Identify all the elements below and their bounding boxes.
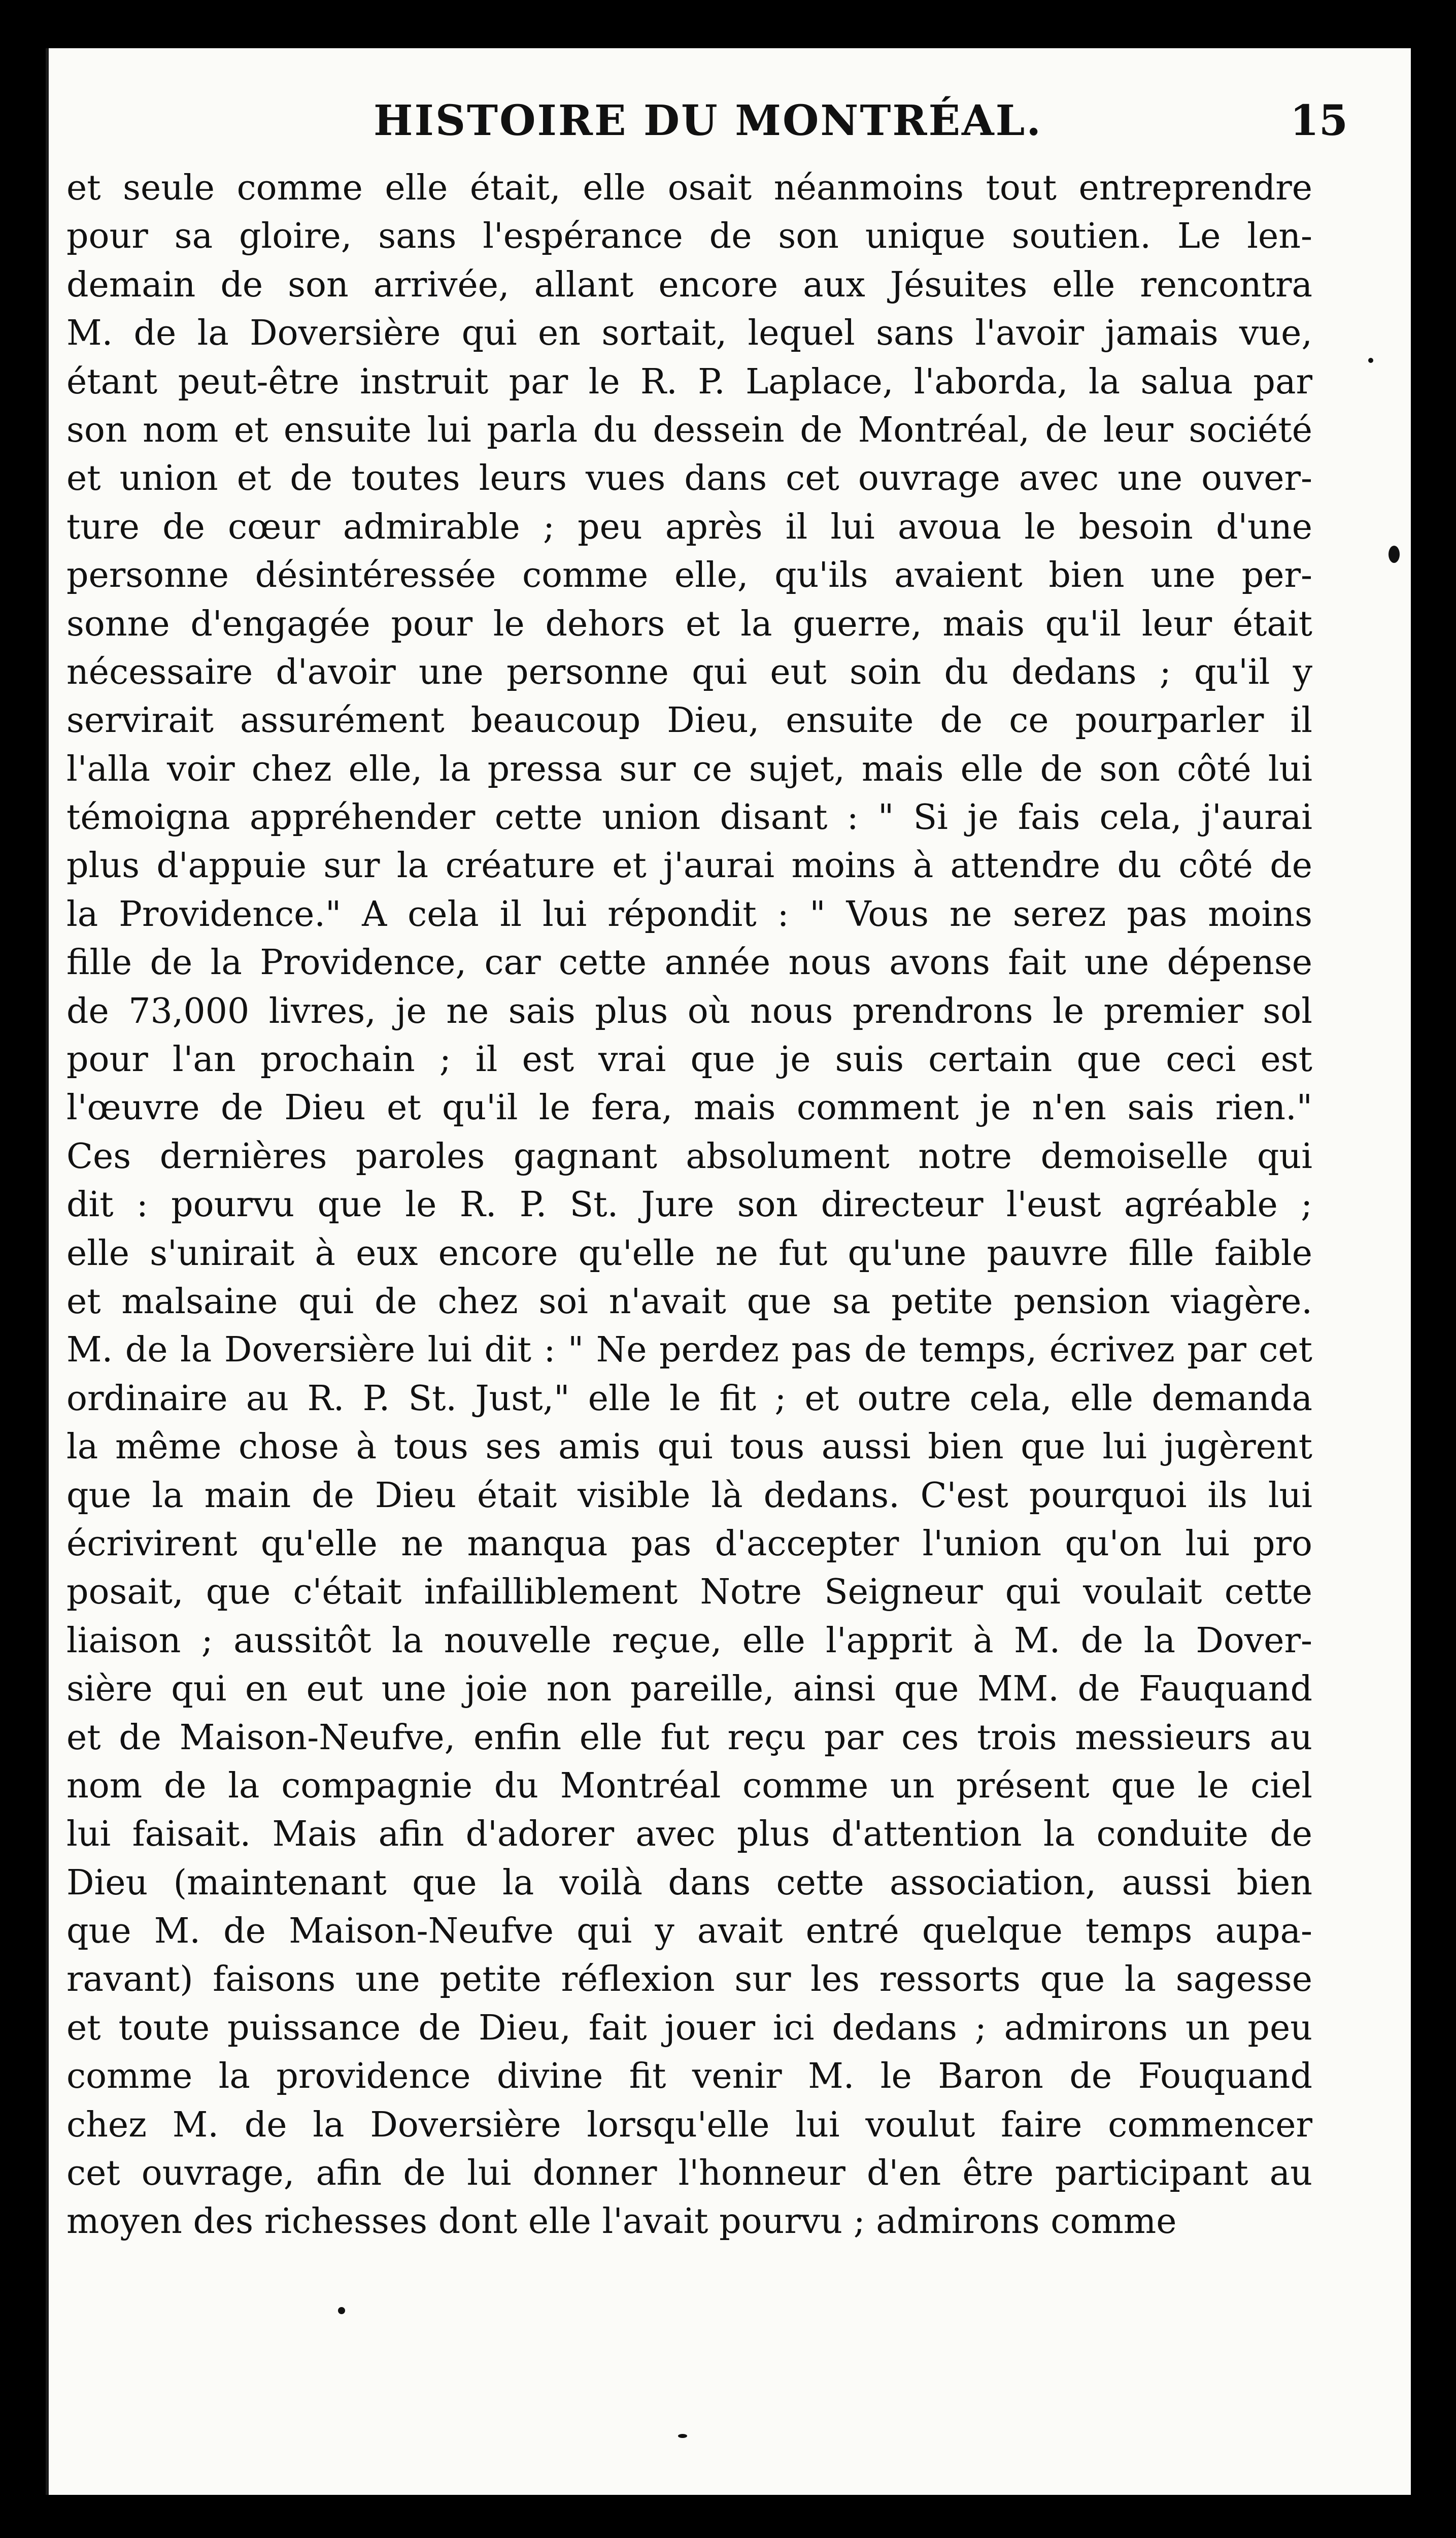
text-line: la Providence." A cela il lui répondit : " Vous ne serez pas moins: [66, 894, 1312, 934]
text-line: ordinaire au R. P. St. Just," elle le fit ; et outre cela, elle demanda: [66, 1378, 1312, 1419]
text-line: de 73,000 livres, je ne sais plus où nous prendrons le premier sol: [66, 991, 1312, 1031]
text-line: plus d'appuie sur la créature et j'aurai moins à attendre du côté de: [66, 846, 1312, 886]
text-line: sonne d'engagée pour le dehors et la guerre, mais qu'il leur était: [66, 604, 1312, 644]
ink-speck: [1368, 358, 1373, 363]
text-line: sière qui en eut une joie non pareille, ainsi que MM. de Fauquand: [66, 1669, 1312, 1710]
text-line: chez M. de la Doversière lorsqu'elle lui voulut faire commencer: [66, 2105, 1312, 2145]
text-line: et toute puissance de Dieu, fait jouer ici dedans ; admirons un peu: [66, 2008, 1312, 2048]
book-page: [46, 48, 1411, 2495]
running-title: HISTOIRE DU MONTRÉAL.: [374, 96, 1042, 145]
body-text: [66, 164, 1312, 2246]
text-line: ture de cœur admirable ; peu après il lui avoua le besoin d'une: [66, 507, 1312, 547]
text-line: ravant) faisons une petite réflexion sur les ressorts que la sagesse: [66, 1959, 1312, 2000]
text-line: demain de son arrivée, allant encore aux Jésuites elle rencontra: [66, 264, 1312, 305]
text-line: elle s'unirait à eux encore qu'elle ne fut qu'une pauvre fille faible: [66, 1233, 1312, 1274]
text-line: que M. de Maison-Neufve qui y avait entré quelque temps aupa-: [66, 1911, 1312, 1952]
text-line: personne désintéressée comme elle, qu'ils avaient bien une per-: [66, 555, 1312, 596]
text-line: et de Maison-Neufve, enfin elle fut reçu par ces trois messieurs au: [66, 1717, 1312, 1758]
text-line: et seule comme elle était, elle osait néanmoins tout entreprendre: [66, 168, 1312, 208]
text-line: pour sa gloire, sans l'espérance de son unique soutien. Le len-: [66, 216, 1312, 257]
text-line: dit : pourvu que le R. P. St. Jure son directeur l'eust agréable ;: [66, 1185, 1312, 1225]
text-line: comme la providence divine fit venir M. le Baron de Fouquand: [66, 2056, 1312, 2097]
text-line: liaison ; aussitôt la nouvelle reçue, elle l'apprit à M. de la Dover-: [66, 1620, 1312, 1661]
text-line: l'alla voir chez elle, la pressa sur ce sujet, mais elle de son côté lui: [66, 749, 1312, 789]
ink-speck: [678, 2434, 687, 2438]
text-line: cet ouvrage, afin de lui donner l'honneur d'en être participant au: [66, 2153, 1312, 2194]
text-line: l'œuvre de Dieu et qu'il le fera, mais comment je n'en sais rien.": [66, 1088, 1312, 1128]
text-line: pour l'an prochain ; il est vrai que je suis certain que ceci est: [66, 1040, 1312, 1080]
text-line: lui faisait. Mais afin d'adorer avec plus d'attention la conduite de: [66, 1814, 1312, 1855]
ink-speck: [338, 2307, 345, 2314]
text-line: moyen des richesses dont elle l'avait pourvu ; admirons comme: [66, 2201, 1177, 2242]
text-line: posait, que c'était infailliblement Notre Seigneur qui voulait cette: [66, 1572, 1312, 1613]
page-header: [49, 96, 1414, 168]
text-line: la même chose à tous ses amis qui tous aussi bien que lui jugèrent: [66, 1427, 1312, 1467]
text-line: nécessaire d'avoir une personne qui eut soin du dedans ; qu'il y: [66, 652, 1312, 692]
text-line: Ces dernières paroles gagnant absolument notre demoiselle qui: [66, 1136, 1312, 1177]
text-line: M. de la Doversière lui dit : " Ne perdez pas de temps, écrivez par cet: [66, 1330, 1312, 1371]
text-line: fille de la Providence, car cette année nous avons fait une dépense: [66, 943, 1312, 983]
text-line: écrivirent qu'elle ne manqua pas d'accepter l'union qu'on lui pro: [66, 1523, 1312, 1564]
text-line: témoigna appréhender cette union disant : " Si je fais cela, j'aurai: [66, 797, 1312, 838]
text-line: Dieu (maintenant que la voilà dans cette association, aussi bien: [66, 1862, 1312, 1903]
page-number: 15: [1290, 96, 1348, 145]
ink-speck: [1389, 546, 1400, 563]
text-line: étant peut-être instruit par le R. P. Laplace, l'aborda, la salua par: [66, 361, 1312, 402]
text-line: son nom et ensuite lui parla du dessein de Montréal, de leur société: [66, 410, 1312, 450]
text-line: que la main de Dieu était visible là dedans. C'est pourquoi ils lui: [66, 1475, 1312, 1516]
text-line: et union et de toutes leurs vues dans cet ouvrage avec une ouver-: [66, 458, 1312, 499]
text-line: servirait assurément beaucoup Dieu, ensuite de ce pourparler il: [66, 700, 1312, 741]
text-line: nom de la compagnie du Montréal comme un présent que le ciel: [66, 1765, 1312, 1806]
text-line: et malsaine qui de chez soi n'avait que sa petite pension viagère.: [66, 1281, 1312, 1322]
text-line: M. de la Doversière qui en sortait, lequel sans l'avoir jamais vue,: [66, 313, 1312, 354]
